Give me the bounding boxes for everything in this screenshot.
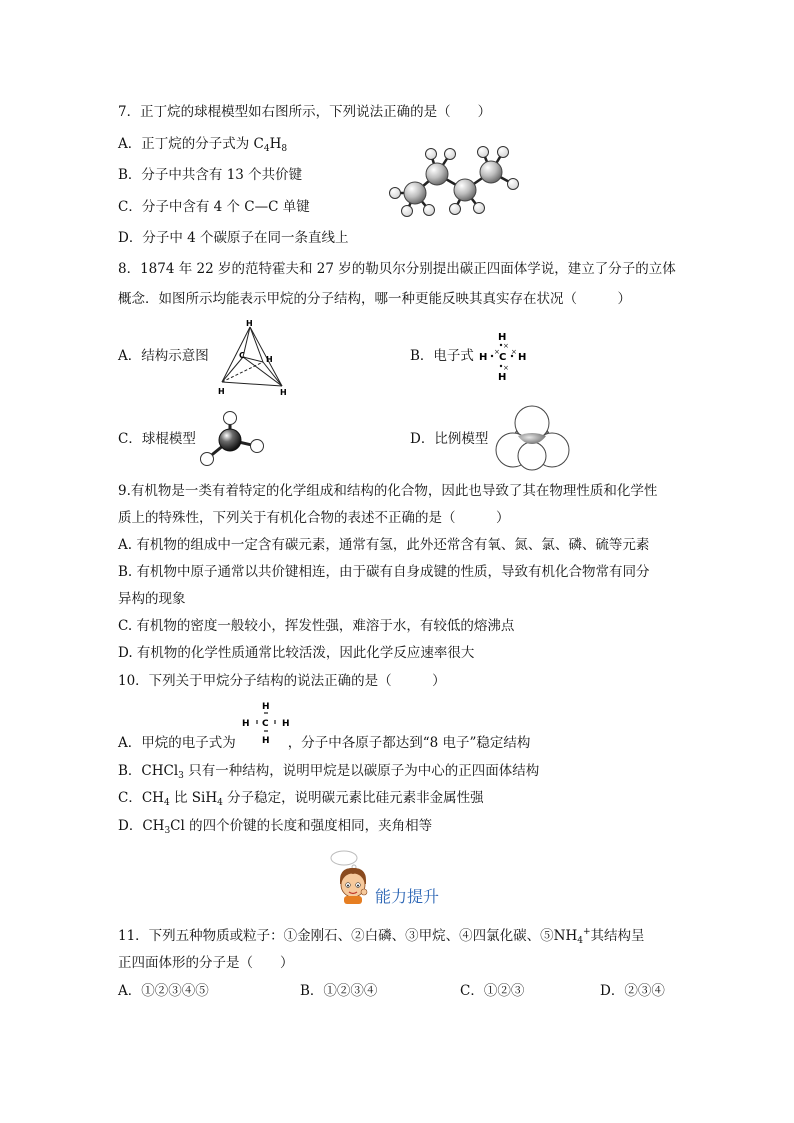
q9-option-c: C. 有机物的密度一般较小，挥发性强，难溶于水，有较低的熔沸点 [118,618,515,634]
q11-stem-line1 [118,927,645,945]
methane-ball-stick-model [198,408,270,470]
section-title: 能力提升 [375,887,440,906]
q10-b-sub: 3 [178,771,184,781]
ef2-h-left: H [242,719,250,729]
q10-option-b [118,762,539,780]
q7-h: H [269,136,282,152]
ef2-h-top: H [262,702,270,712]
svg-text:×: × [503,342,509,350]
q8-option-c: C．球棍模型 [118,431,196,447]
structure-c: C [239,351,245,360]
q7-option-b: B．分子中共含有 13 个共价键 [118,167,303,183]
q9-option-d: D. 有机物的化学性质通常比较活泼，因此化学反应速率很大 [118,645,475,661]
q9-stem-line2: 质上的特殊性，下列关于有机化合物的表述不正确的是（ ） [118,510,510,526]
q8-option-b: B．电子式 [410,348,474,364]
q10-d-sub: 3 [164,826,171,836]
q10-d-rest: Cl 的四个价键的长度和强度相同，夹角相等 [170,818,433,834]
ef-c: C [499,352,507,363]
methane-structure-diagram [218,318,294,396]
q11-option-d: D．②③④ [600,983,665,999]
q11-sub-4: 4 [577,936,583,946]
q7-sub-4: 4 [263,144,270,154]
q8-option-d: D．比例模型 [410,431,489,447]
q11-stem-text: 11．下列五种物质或粒子：①金刚石、②白磷、③甲烷、④四氯化碳、⑤NH [118,928,578,944]
q11-option-b: B．①②③④ [300,983,378,999]
q10-option-c [118,789,484,807]
q9-option-b-line2: 异构的现象 [118,591,186,607]
q9-option-b-line1: B. 有机物中原子通常以共价键相连，由于碳有自身成键的性质，导致有机化合物常有同分 [118,564,650,580]
q10-c-sub1: 4 [163,798,170,808]
q8-option-a: A．结构示意图 [118,348,209,364]
q10-option-a-pre: A．甲烷的电子式为 [118,735,236,751]
q11-option-a: A．①②③④⑤ [118,983,209,999]
q10-option-a [118,734,530,752]
svg-text:×: × [494,348,500,356]
structure-h-right: H [266,355,273,364]
q10-stem: 10．下列关于甲烷分子结构的说法正确的是（ ） [118,673,446,689]
q10-c-formula1: C．CH [118,790,164,806]
q9-option-a: A. 有机物的组成中一定含有碳元素，通常有氢，此外还常含有氧、氮、氯、磷、硫等元素 [118,537,650,553]
ef-h-bottom: H [498,372,507,383]
ef-h-left: H [479,352,488,363]
structure-h-bottom: H [280,388,287,397]
svg-text:×: × [503,364,509,372]
q11-stem-post: 其结构呈 [590,928,645,944]
structure-h-top: H [246,319,253,328]
q10-c-mid: 比 SiH [169,790,218,806]
q10-d-formula: D．CH [118,818,165,834]
ef-h-top: H [498,332,507,343]
ef2-h-right: H [282,719,290,729]
q7-sub-8: 8 [281,144,288,154]
q11-option-c: C．①②③ [460,983,525,999]
q7-option-d: D．分子中 4 个碳原子在同一条直线上 [118,230,349,246]
methane-space-filling-model [494,404,576,474]
q7-option-a-text: A．正丁烷的分子式为 C [118,136,264,152]
q10-b-rest: 只有一种结构，说明甲烷是以碳原子为中心的正四面体结构 [183,763,540,779]
methane-electron-formula [478,330,528,382]
q10-c-rest: 分子稳定，说明碳元素比硅元素非金属性强 [222,790,484,806]
q10-c-sub2: 4 [217,798,223,808]
ef-h-right: H [518,352,527,363]
butane-ball-stick-model [385,138,525,228]
q11-stem-line2: 正四面体形的分子是（ ） [118,955,294,971]
svg-text:×: × [511,348,517,356]
q9-stem-line1: 9.有机物是一类有着特定的化学组成和结构的化合物，因此也导致了其在物理性质和化学性 [118,483,658,499]
q10-b-formula: B．CHCl [118,763,179,779]
q10-option-a-post: ，分子中各原子都达到“8 电子”稳定结构 [287,735,531,751]
q10-option-d [118,817,432,835]
q7-option-a [118,135,287,153]
ef2-h-bottom: H [262,736,270,746]
thinking-boy-icon [326,848,376,904]
q7-stem: 7．正丁烷的球棍模型如右图所示，下列说法正确的是（ ） [118,104,492,120]
q8-stem-line2: 概念．如图所示均能表示甲烷的分子结构，哪一种更能反映其真实存在状况（ ） [118,291,631,307]
ef2-c: C [262,719,269,729]
q7-option-c: C．分子中含有 4 个 C—C 单键 [118,199,310,215]
structure-h-left: H [218,387,225,396]
q8-stem-line1: 8．1874 年 22 岁的范特霍夫和 27 岁的勒贝尔分别提出碳正四面体学说，建立了分子的立体 [118,261,676,277]
q11-sup-plus: + [583,927,591,937]
